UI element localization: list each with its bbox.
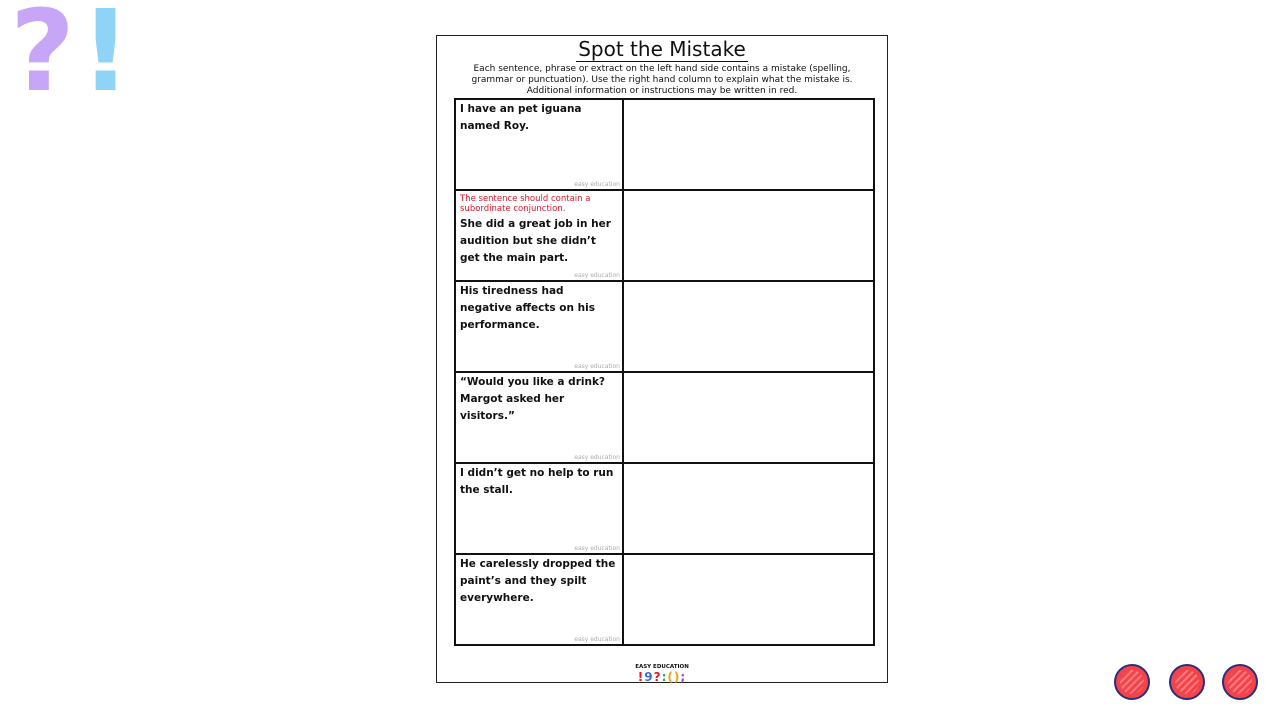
brand-glyph: ;	[680, 670, 687, 684]
nav-button-2-red-scribble-circle-icon[interactable]	[1169, 664, 1205, 700]
worksheet-page	[436, 35, 888, 683]
worksheet-title	[437, 37, 887, 61]
sentence-text: His tiredness had negative affects on his performance.	[460, 285, 595, 331]
brand-glyph: !	[637, 670, 645, 684]
nav-button-1-red-scribble-circle-icon[interactable]	[1114, 664, 1150, 700]
sentence-cell	[455, 372, 623, 463]
brand-glyph: :	[661, 670, 668, 684]
nav-button-3-red-scribble-circle-icon[interactable]	[1222, 664, 1258, 700]
table-row	[455, 372, 874, 463]
brand-glyph: ?	[653, 670, 662, 684]
red-instruction-note: The sentence should contain a subordinate conjunction.	[460, 194, 591, 214]
mistake-table	[454, 98, 875, 646]
sentence-text: I didn’t get no help to run the stall.	[460, 467, 614, 496]
brand-glyphs-logo	[437, 671, 887, 683]
sentence-text: I have an pet iguana named Roy.	[460, 103, 582, 132]
sentence-text: “Would you like a drink? Margot asked her visitors.”	[460, 376, 606, 422]
table-row	[455, 99, 874, 190]
exclamation-mark-decoration-icon: !	[80, 0, 132, 117]
explanation-cell[interactable]	[623, 463, 874, 554]
explanation-cell[interactable]	[623, 372, 874, 463]
sentence-cell	[455, 281, 623, 372]
sentence-cell	[455, 190, 623, 281]
worksheet-instructions: Each sentence, phrase or extract on the left hand side contains a mistake (spelling, grammar or punctuation). Use the right hand column to explain what the mistake is. Additional information or instructions may be written in red.	[471, 64, 853, 96]
table-row	[455, 190, 874, 281]
question-mark-decoration-icon: ?	[10, 0, 75, 117]
explanation-cell[interactable]	[623, 99, 874, 190]
sentence-cell	[455, 554, 623, 645]
brand-glyph: 9	[644, 670, 654, 684]
watermark: easy education	[574, 272, 620, 279]
table-row	[455, 463, 874, 554]
watermark: easy education	[574, 545, 620, 552]
table-row	[455, 554, 874, 645]
sentence-cell	[455, 463, 623, 554]
watermark: easy education	[574, 181, 620, 188]
table-row	[455, 281, 874, 372]
sentence-text: She did a great job in her audition but she didn’t get the main part.	[460, 218, 611, 264]
watermark: easy education	[574, 454, 620, 461]
explanation-cell[interactable]	[623, 281, 874, 372]
watermark: easy education	[574, 363, 620, 370]
sentence-text: He carelessly dropped the paint’s and they spilt everywhere.	[460, 558, 616, 604]
watermark: easy education	[574, 636, 620, 643]
sentence-cell	[455, 99, 623, 190]
explanation-cell[interactable]	[623, 190, 874, 281]
explanation-cell[interactable]	[623, 554, 874, 645]
footer-logo	[437, 664, 887, 683]
worksheet-title-text: Spot the Mistake	[578, 37, 746, 61]
brand-glyph: ()	[667, 670, 681, 684]
brand-name: EASY EDUCATION	[635, 664, 689, 670]
